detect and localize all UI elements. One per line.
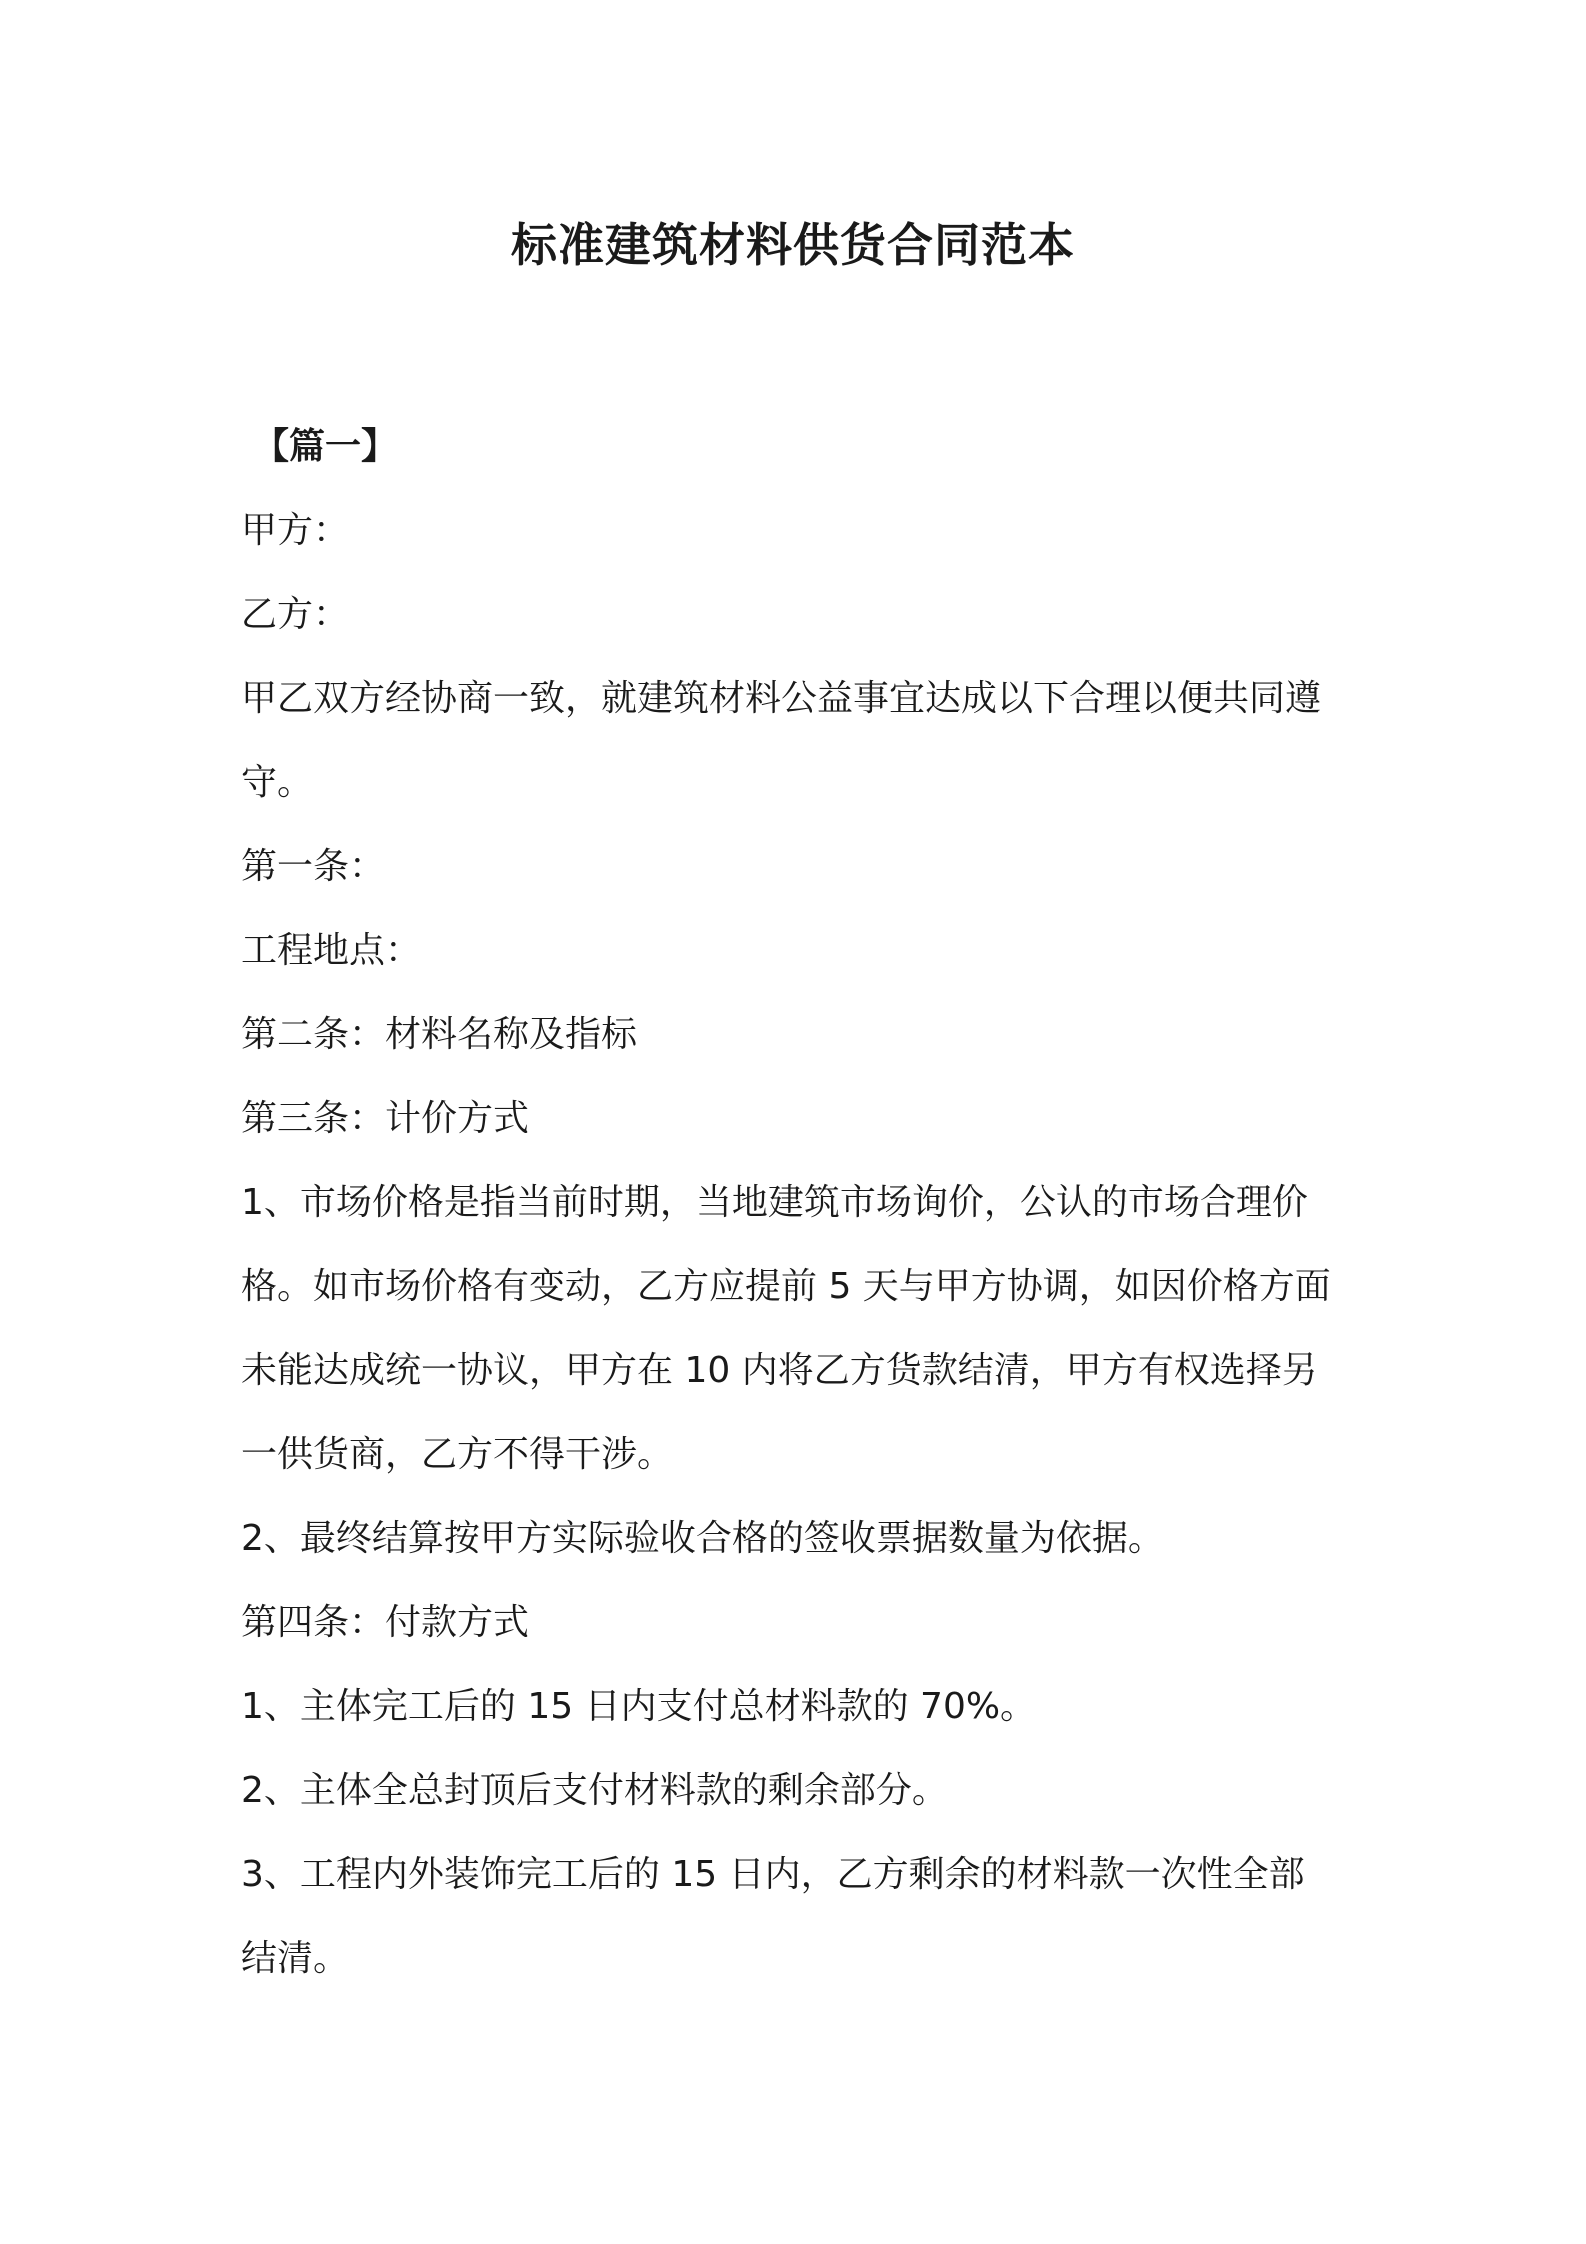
party-b-line: 乙方： [241,594,350,635]
clause-line: 2、主体全总封顶后支付材料款的剩余部分。 [241,1770,948,1811]
article-heading: 第一条： [241,846,386,887]
section-heading: 【篇一】 [253,426,398,467]
preamble-line: 甲乙双方经协商一致，就建筑材料公益事宜达成以下合理以便共同遵 [241,678,1322,719]
clause-line: 结清。 [241,1938,350,1979]
article-heading: 第四条：付款方式 [241,1602,530,1643]
article-heading: 第三条：计价方式 [241,1098,530,1139]
clause-line: 1、主体完工后的 15 日内支付总材料款的 70%。 [241,1686,1037,1727]
clause-line: 1、市场价格是指当前时期，当地建筑市场询价，公认的市场合理价 [241,1182,1308,1223]
clause-line: 一供货商，乙方不得干涉。 [241,1434,674,1475]
document-title: 标准建筑材料供货合同范本 [511,218,1075,272]
clause-line: 未能达成统一协议，甲方在 10 内将乙方货款结清，甲方有权选择另 [241,1350,1318,1391]
clause-line: 2、最终结算按甲方实际验收合格的签收票据数量为依据。 [241,1518,1164,1559]
article-heading: 第二条：材料名称及指标 [241,1014,638,1055]
preamble-line: 守。 [241,762,314,803]
party-a-line: 甲方： [241,510,350,551]
clause-line: 格。如市场价格有变动，乙方应提前 5 天与甲方协调，如因价格方面 [241,1266,1331,1307]
clause-line: 3、工程内外装饰完工后的 15 日内，乙方剩余的材料款一次性全部 [241,1854,1305,1895]
contract-body [241,405,1356,2001]
project-location-line: 工程地点： [241,930,422,971]
